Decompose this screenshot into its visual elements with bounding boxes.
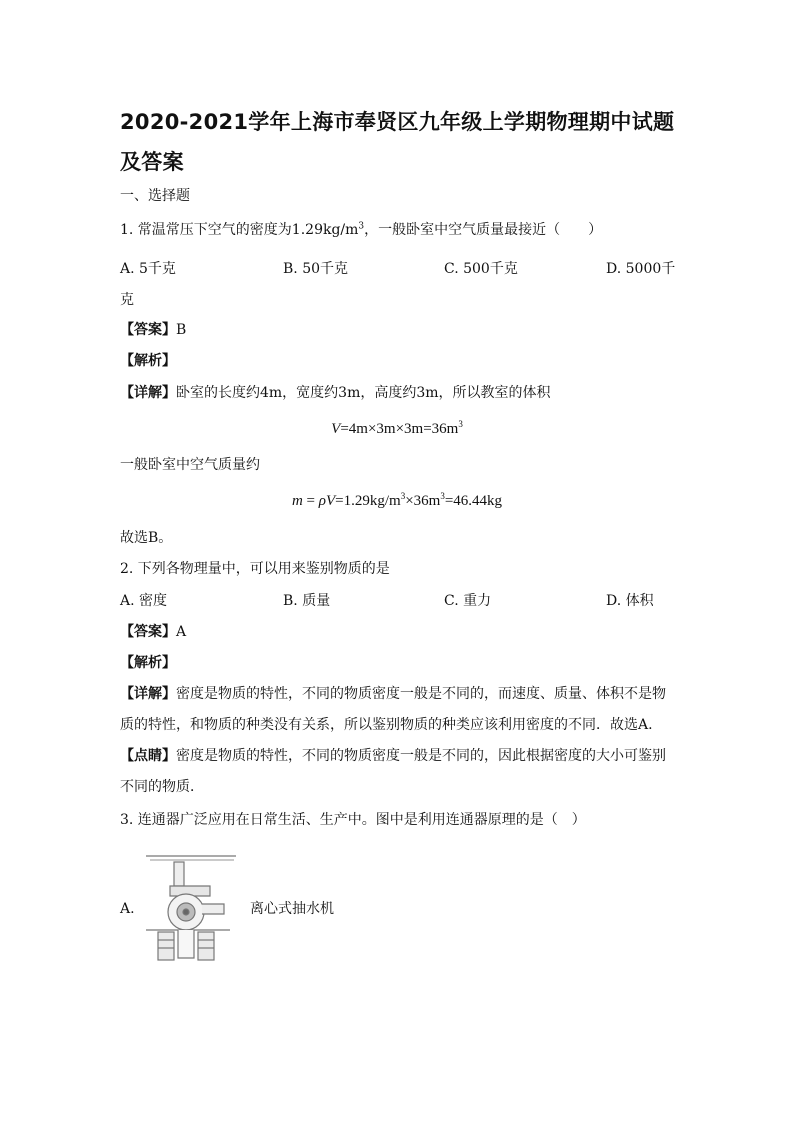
page-title: 2020-2021学年上海市奉贤区九年级上学期物理期中试题及答案 xyxy=(120,110,675,174)
q2-option-a: A. 密度 xyxy=(120,593,168,609)
q1-line-2: 一般卧室中空气质量约 xyxy=(120,457,260,473)
q1-option-c: C. 500千克 xyxy=(444,261,518,277)
q2-comment: 【点睛】密度是物质的特性，不同的物质密度一般是不同的，因此根据密度的大小可鉴别不同的物质． xyxy=(120,748,666,795)
question-1-stem: 1. 常温常压下空气的密度为$1.29kg/m^3$，一般卧室中空气质量最接近（ ） xyxy=(120,221,603,238)
question-2-stem: 2. 下列各物理量中，可以用来鉴别物质的是 xyxy=(120,561,390,577)
q1-option-d: D. 5000千 xyxy=(606,261,676,277)
q1-detail: 【详解】卧室的长度约4m，宽度约3m，高度约3m，所以教室的体积 xyxy=(120,385,551,401)
q3-option-a-caption: 离心式抽水机 xyxy=(250,901,334,917)
q2-detail: 【详解】密度是物质的特性，不同的物质密度一般是不同的，而速度、质量、体积不是物质的特性，和物质的种类没有关系，所以鉴别物质的种类应该利用密度的不同．故选A. xyxy=(120,686,666,733)
q1-option-d-wrap: 克 xyxy=(120,292,134,308)
q2-option-d: D. 体积 xyxy=(606,593,654,609)
q1-option-a: A. 5千克 xyxy=(120,261,176,277)
question-3-stem: 3. 连通器广泛应用在日常生活、生产中。图中是利用连通器原理的是（ ） xyxy=(120,812,586,828)
q1-analysis-label: 【解析】 xyxy=(120,353,176,369)
q2-option-b: B. 质量 xyxy=(283,593,331,609)
q2-answer: 【答案】A xyxy=(120,624,187,640)
q3-option-a-letter: A. xyxy=(120,901,135,917)
q1-answer: 【答案】B xyxy=(120,322,187,338)
q2-option-c: C. 重力 xyxy=(444,593,492,609)
q2-analysis-label: 【解析】 xyxy=(120,655,176,671)
q1-formula-volume: $V=4m\times 3m\times 3m=36m^3$ xyxy=(331,419,463,437)
q1-conclusion: 故选B。 xyxy=(120,530,173,546)
q1-formula-mass: $m = \rho V=1.29kg/m^3\times 36m^3=46.44kg$ xyxy=(291,491,503,509)
section-heading: 一、选择题 xyxy=(120,188,190,204)
q1-option-b: B. 50千克 xyxy=(283,261,349,277)
centrifugal-pump-figure xyxy=(146,852,238,962)
